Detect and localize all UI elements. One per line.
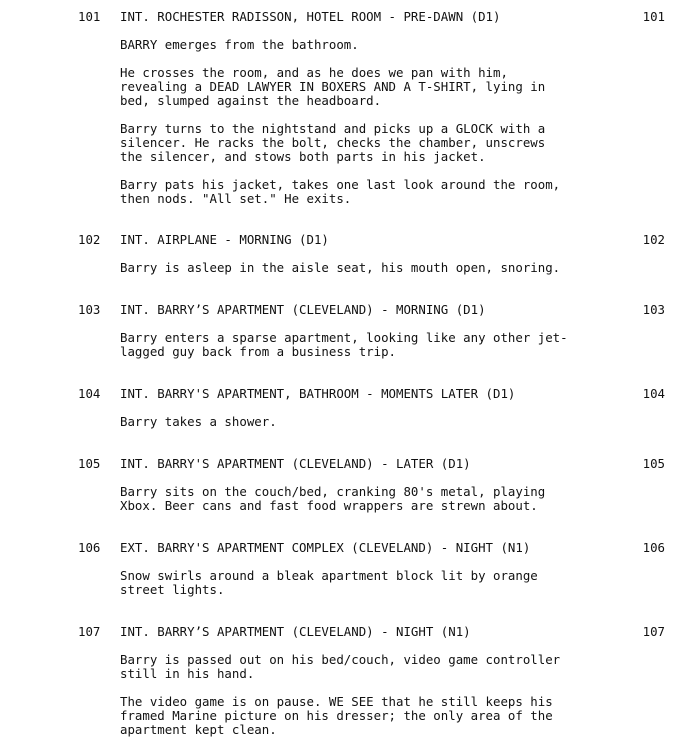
scene-105 bbox=[0, 457, 700, 513]
scene-number-left: 107 bbox=[78, 624, 101, 639]
scene-heading-row bbox=[0, 625, 700, 639]
scene-heading-row bbox=[0, 457, 700, 471]
scene-heading: INT. AIRPLANE - MORNING (D1) bbox=[120, 232, 329, 247]
scene-number-left: 105 bbox=[78, 456, 101, 471]
scene-number-right: 103 bbox=[642, 302, 665, 317]
scene-heading: INT. ROCHESTER RADISSON, HOTEL ROOM - PRE-DAWN (D1) bbox=[120, 9, 501, 24]
action-paragraph: He crosses the room, and as he does we pan with him, revealing a DEAD LAWYER IN BOXERS AND A T-SHIRT, lying in bed, slumped against the headboard. bbox=[120, 65, 546, 108]
scene-heading: EXT. BARRY'S APARTMENT COMPLEX (CLEVELAND) - NIGHT (N1) bbox=[120, 540, 531, 555]
scene-heading: INT. BARRY’S APARTMENT (CLEVELAND) - MORNING (D1) bbox=[120, 302, 486, 317]
scene-number-right: 105 bbox=[642, 456, 665, 471]
scene-number-right: 104 bbox=[642, 386, 665, 401]
action-paragraph: Barry sits on the couch/bed, cranking 80's metal, playing Xbox. Beer cans and fast food wrappers are strewn about. bbox=[120, 484, 546, 513]
scene-102 bbox=[0, 233, 700, 275]
action-paragraph: Barry enters a sparse apartment, looking like any other jet- lagged guy back from a business trip. bbox=[120, 330, 568, 359]
scene-number-right: 102 bbox=[642, 232, 665, 247]
scene-104 bbox=[0, 387, 700, 429]
scene-number-right: 106 bbox=[642, 540, 665, 555]
scene-number-right: 107 bbox=[642, 624, 665, 639]
action-paragraph: BARRY emerges from the bathroom. bbox=[120, 37, 359, 52]
scene-107 bbox=[0, 625, 700, 737]
action-paragraph: Barry is passed out on his bed/couch, video game controller still in his hand. bbox=[120, 652, 561, 681]
scene-101 bbox=[0, 10, 700, 206]
scene-number-left: 101 bbox=[78, 9, 101, 24]
scene-106 bbox=[0, 541, 700, 597]
scene-103 bbox=[0, 303, 700, 359]
scene-heading: INT. BARRY'S APARTMENT (CLEVELAND) - LATER (D1) bbox=[120, 456, 471, 471]
scene-number-right: 101 bbox=[642, 9, 665, 24]
scene-heading-row bbox=[0, 233, 700, 247]
scene-heading: INT. BARRY'S APARTMENT, BATHROOM - MOMENTS LATER (D1) bbox=[120, 386, 516, 401]
action-paragraph: Barry turns to the nightstand and picks up a GLOCK with a silencer. He racks the bolt, checks the chamber, unscrews the silencer, and stows both parts in his jacket. bbox=[120, 121, 546, 164]
action-paragraph: Barry pats his jacket, takes one last look around the room, then nods. "All set." He exits. bbox=[120, 177, 561, 206]
action-paragraph: Barry is asleep in the aisle seat, his mouth open, snoring. bbox=[120, 260, 561, 275]
scene-heading-row bbox=[0, 10, 700, 24]
scene-number-left: 102 bbox=[78, 232, 101, 247]
scene-number-left: 103 bbox=[78, 302, 101, 317]
action-paragraph: Barry takes a shower. bbox=[120, 414, 277, 429]
action-paragraph: Snow swirls around a bleak apartment block lit by orange street lights. bbox=[120, 568, 538, 597]
scene-heading-row bbox=[0, 541, 700, 555]
scene-heading-row bbox=[0, 303, 700, 317]
scene-number-left: 104 bbox=[78, 386, 101, 401]
scene-heading-row bbox=[0, 387, 700, 401]
scene-number-left: 106 bbox=[78, 540, 101, 555]
action-paragraph: The video game is on pause. WE SEE that he still keeps his framed Marine picture on his dresser; the only area of the apartment kept clean. bbox=[120, 694, 553, 737]
scene-heading: INT. BARRY’S APARTMENT (CLEVELAND) - NIGHT (N1) bbox=[120, 624, 471, 639]
